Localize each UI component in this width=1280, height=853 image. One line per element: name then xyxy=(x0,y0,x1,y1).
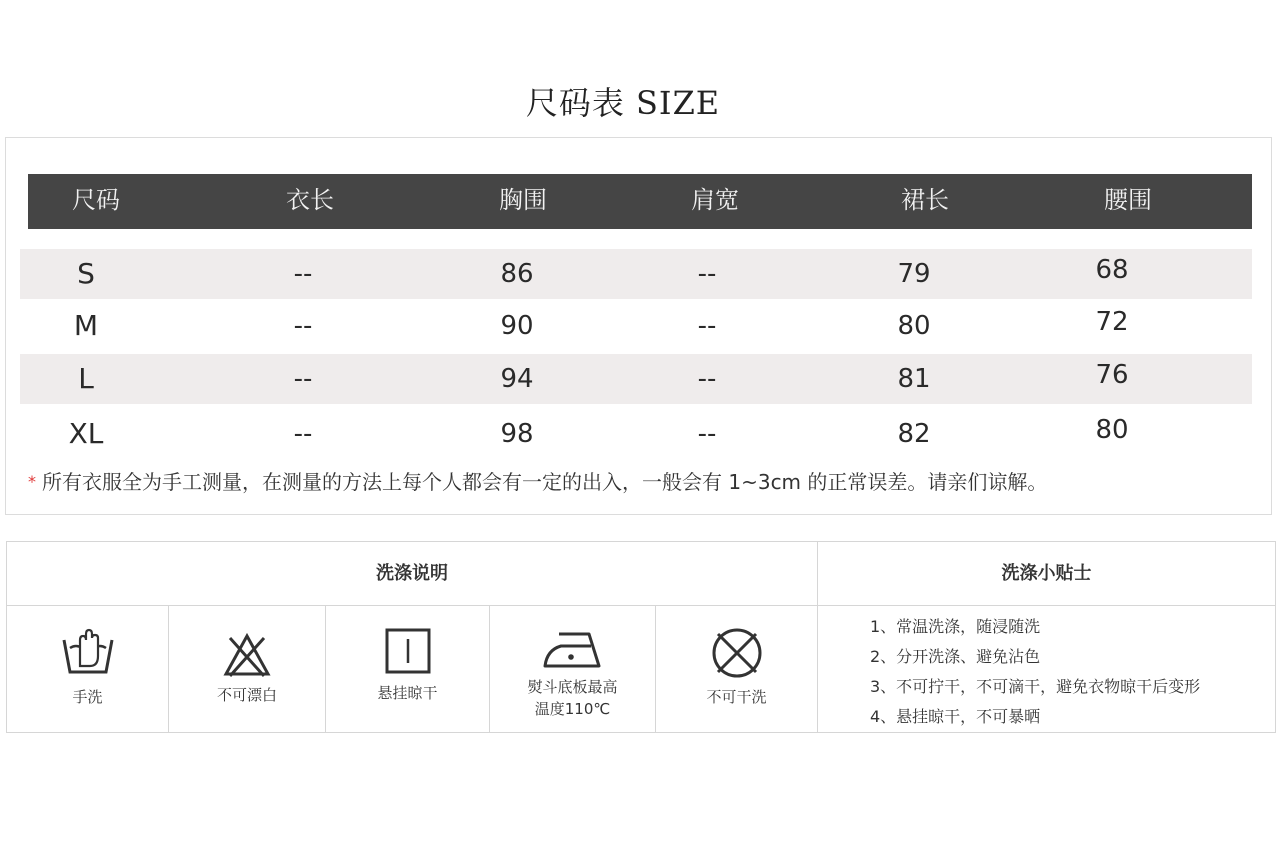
no-dry-clean-icon xyxy=(710,626,764,680)
list-item: 3、不可拧干，不可滴干，避免衣物晾干后变形 xyxy=(870,677,1201,696)
table-cell: L xyxy=(78,362,94,395)
table-cell: 76 xyxy=(1095,360,1129,390)
table-cell: -- xyxy=(697,311,717,341)
care-label: 悬挂晾干 xyxy=(377,684,438,702)
iron-icon xyxy=(541,628,605,672)
table-cell: -- xyxy=(697,259,717,289)
table-cell: M xyxy=(73,309,99,342)
table-cell: 80 xyxy=(897,311,931,341)
table-cell: 90 xyxy=(500,311,534,341)
header-length: 衣长 xyxy=(286,186,334,214)
table-cell: -- xyxy=(293,419,313,449)
care-item-iron xyxy=(490,606,655,733)
table-cell: -- xyxy=(293,364,313,394)
size-chart-title: 尺码表 SIZE xyxy=(525,84,721,122)
table-row xyxy=(20,354,1252,404)
care-label: 手洗 xyxy=(72,688,103,706)
table-cell: 68 xyxy=(1095,255,1129,285)
care-tips-list xyxy=(870,612,1270,732)
table-cell: 80 xyxy=(1095,415,1129,445)
care-item-hand-wash xyxy=(7,606,168,733)
size-table-header xyxy=(28,174,1252,229)
header-bust: 胸围 xyxy=(499,186,547,214)
care-label: 不可干洗 xyxy=(706,688,767,706)
note-text: 所有衣服全为手工测量，在测量的方法上每个人都会有一定的出入，一般会有 1~3cm 的正常误差。请亲们谅解。 xyxy=(42,470,1048,494)
header-size: 尺码 xyxy=(72,186,120,214)
table-cell: XL xyxy=(68,417,104,450)
table-cell: 72 xyxy=(1095,307,1129,337)
list-item: 4、悬挂晾干，不可暴晒 xyxy=(870,707,1041,726)
care-item-hang-dry xyxy=(326,606,489,733)
care-tips-title: 洗涤小贴士 xyxy=(1001,563,1092,584)
table-cell: -- xyxy=(293,311,313,341)
list-item: 2、分开洗涤、避免沾色 xyxy=(870,647,1041,666)
header-waist: 腰围 xyxy=(1104,186,1152,214)
no-bleach-icon xyxy=(222,632,272,678)
list-item: 1、常温洗涤，随浸随洗 xyxy=(870,617,1041,636)
table-row xyxy=(20,409,1252,459)
care-instructions-title: 洗涤说明 xyxy=(376,563,448,584)
table-cell: 81 xyxy=(897,364,931,394)
note-star: * xyxy=(28,472,36,491)
table-cell: 79 xyxy=(897,259,931,289)
table-cell: -- xyxy=(697,419,717,449)
care-item-no-dry-clean xyxy=(656,606,817,733)
care-label: 不可漂白 xyxy=(216,686,277,704)
table-row xyxy=(20,301,1252,351)
hang-dry-icon xyxy=(383,626,433,676)
table-cell: 82 xyxy=(897,419,931,449)
table-cell: 98 xyxy=(500,419,534,449)
care-item-no-bleach xyxy=(169,606,325,733)
hand-wash-icon xyxy=(58,626,118,680)
header-shoulder: 肩宽 xyxy=(691,186,739,214)
table-cell: S xyxy=(77,257,95,290)
table-row xyxy=(20,249,1252,299)
table-cell: 86 xyxy=(500,259,534,289)
care-label: 熨斗底板最高 温度110℃ xyxy=(527,678,618,718)
header-skirt-length: 裙长 xyxy=(901,186,949,214)
measurement-note xyxy=(28,466,1268,495)
table-cell: -- xyxy=(293,259,313,289)
table-cell: 94 xyxy=(500,364,534,394)
table-cell: -- xyxy=(697,364,717,394)
